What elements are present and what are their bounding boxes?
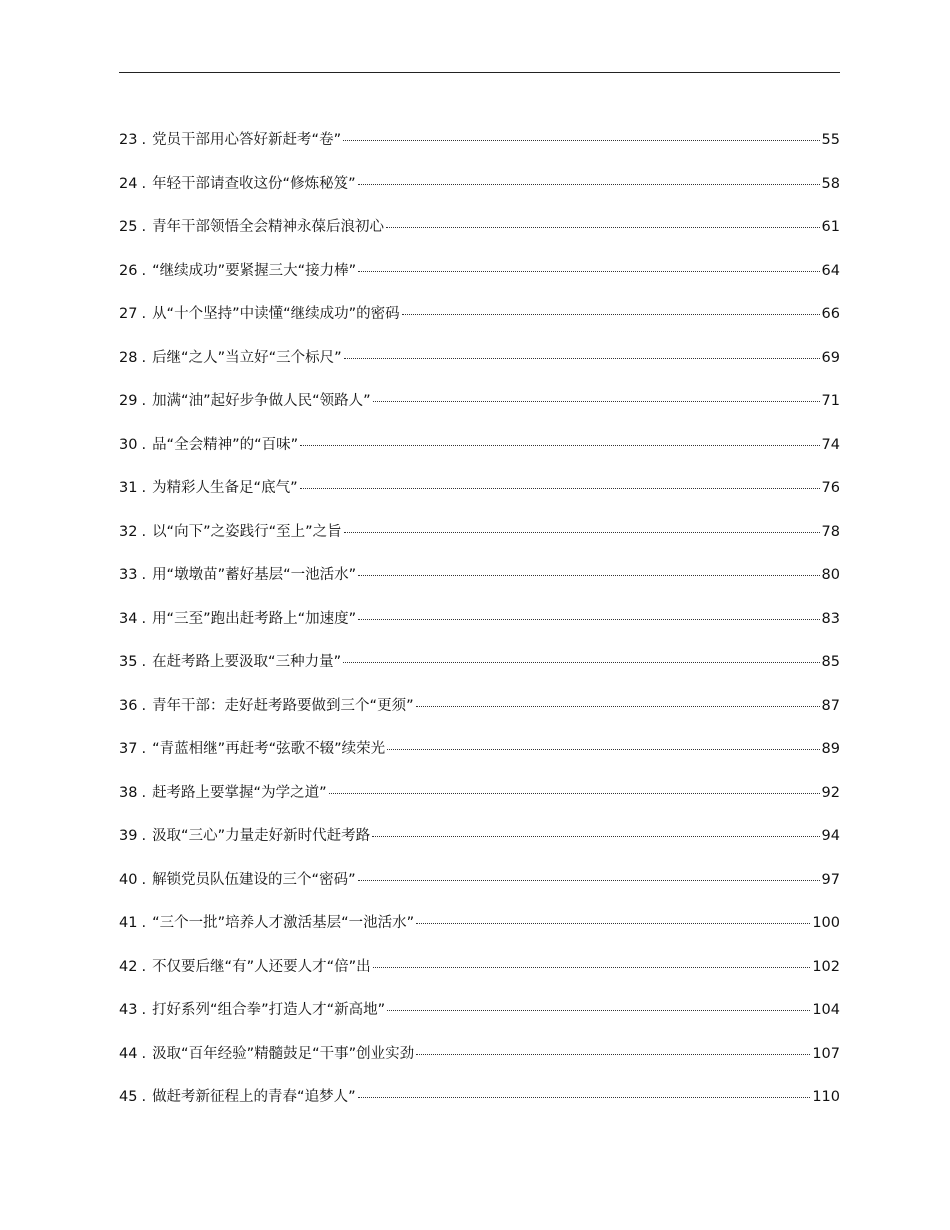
header-rule: [119, 72, 840, 73]
entry-number: 30: [119, 436, 138, 453]
entry-number: 34: [119, 610, 138, 627]
entry-title: “青蓝相继”再赶考“弦歌不辍”续荣光: [152, 741, 386, 757]
toc-entry[interactable]: [119, 685, 840, 729]
dot-leader: [386, 226, 819, 228]
dot-leader: [358, 183, 820, 185]
entry-page-number: 107: [812, 1045, 840, 1062]
entry-page-number: 76: [821, 480, 840, 496]
entry-number: 27: [119, 306, 138, 322]
entry-number: 24: [119, 175, 138, 192]
entry-number: 42: [119, 958, 138, 975]
entry-title: “三个一批”培养人才激活基层“一池活水”: [152, 915, 415, 931]
entry-separator: .: [141, 523, 147, 540]
entry-number: 35: [119, 654, 138, 670]
toc-entry[interactable]: [119, 467, 840, 511]
entry-number: 25: [119, 219, 138, 235]
table-of-contents: [119, 119, 840, 1120]
toc-entry[interactable]: [119, 424, 840, 468]
entry-page-number: 100: [812, 915, 840, 931]
entry-separator: .: [141, 958, 147, 975]
dot-leader: [343, 139, 819, 141]
entry-page-number: 83: [821, 610, 840, 627]
entry-title: 赶考路上要掌握“为学之道”: [152, 784, 327, 801]
toc-entry[interactable]: [119, 250, 840, 294]
entry-page-number: 97: [821, 871, 840, 888]
entry-separator: .: [141, 1002, 147, 1018]
dot-leader: [344, 357, 820, 359]
entry-separator: .: [141, 393, 147, 409]
dot-leader: [387, 1009, 810, 1011]
entry-number: 43: [119, 1002, 138, 1018]
entry-title: 加满“油”起好步争做人民“领路人”: [152, 393, 371, 409]
entry-title: 党员干部用心答好新赶考“卷”: [152, 132, 342, 148]
entry-title: 以“向下”之姿践行“至上”之旨: [152, 523, 342, 540]
entry-title: 为精彩人生备足“底气”: [152, 480, 298, 496]
entry-separator: .: [141, 1045, 147, 1062]
toc-entry[interactable]: [119, 641, 840, 685]
entry-title: 不仅要后继“有”人还要人才“倍”出: [152, 958, 371, 975]
entry-title: 在赶考路上要汲取“三种力量”: [152, 654, 342, 670]
entry-separator: .: [141, 219, 147, 235]
entry-page-number: 94: [821, 828, 840, 844]
entry-number: 45: [119, 1089, 138, 1105]
dot-leader: [416, 705, 820, 707]
entry-title: 打好系列“组合拳”打造人才“新高地”: [152, 1002, 386, 1018]
entry-separator: .: [141, 915, 147, 931]
entry-number: 44: [119, 1045, 138, 1062]
toc-entry[interactable]: [119, 1076, 840, 1120]
dot-leader: [300, 444, 819, 446]
entry-separator: .: [141, 828, 147, 844]
entry-title: 青年干部：走好赶考路要做到三个“更须”: [152, 697, 414, 714]
entry-title: 用“三至”跑出赶考路上“加速度”: [152, 610, 357, 627]
entry-page-number: 61: [821, 219, 840, 235]
dot-leader: [358, 574, 819, 576]
dot-leader: [358, 879, 820, 881]
toc-entry[interactable]: [119, 119, 840, 163]
entry-separator: .: [141, 567, 147, 583]
entry-title: 汲取“三心”力量走好新时代赶考路: [152, 828, 371, 844]
toc-entry[interactable]: [119, 946, 840, 990]
entry-separator: .: [141, 654, 147, 670]
dot-leader: [358, 618, 819, 620]
entry-title: 做赶考新征程上的青春“追梦人”: [152, 1089, 356, 1105]
entry-number: 31: [119, 480, 138, 496]
entry-number: 23: [119, 132, 138, 148]
entry-separator: .: [141, 784, 147, 801]
entry-separator: .: [141, 610, 147, 627]
entry-page-number: 104: [812, 1002, 840, 1018]
entry-separator: .: [141, 436, 147, 453]
entry-number: 26: [119, 262, 138, 279]
entry-page-number: 110: [812, 1089, 840, 1105]
entry-page-number: 102: [812, 958, 840, 975]
entry-title: 从“十个坚持”中读懂“继续成功”的密码: [152, 306, 400, 322]
toc-entry[interactable]: [119, 206, 840, 250]
dot-leader: [373, 400, 820, 402]
entry-number: 38: [119, 784, 138, 801]
toc-entry[interactable]: [119, 380, 840, 424]
entry-number: 33: [119, 567, 138, 583]
entry-page-number: 87: [821, 697, 840, 714]
toc-entry[interactable]: [119, 598, 840, 642]
dot-leader: [344, 531, 820, 533]
dot-leader: [387, 748, 819, 750]
toc-entry[interactable]: [119, 815, 840, 859]
toc-entry[interactable]: [119, 989, 840, 1033]
entry-number: 41: [119, 915, 138, 931]
toc-entry[interactable]: [119, 337, 840, 381]
dot-leader: [329, 792, 820, 794]
dot-leader: [372, 835, 819, 837]
entry-title: 品“全会精神”的“百味”: [152, 436, 299, 453]
entry-page-number: 78: [821, 523, 840, 540]
entry-number: 29: [119, 393, 138, 409]
entry-title: 年轻干部请查收这份“修炼秘笈”: [152, 175, 356, 192]
entry-page-number: 58: [821, 175, 840, 192]
entry-separator: .: [141, 132, 147, 148]
entry-number: 40: [119, 871, 138, 888]
dot-leader: [416, 1053, 810, 1055]
toc-entry[interactable]: [119, 554, 840, 598]
toc-entry[interactable]: [119, 511, 840, 555]
entry-page-number: 66: [821, 306, 840, 322]
entry-page-number: 89: [821, 741, 840, 757]
toc-entry[interactable]: [119, 1033, 840, 1077]
entry-page-number: 92: [821, 784, 840, 801]
entry-separator: .: [141, 349, 147, 366]
dot-leader: [358, 1096, 811, 1098]
entry-number: 28: [119, 349, 138, 366]
toc-entry[interactable]: [119, 772, 840, 816]
entry-title: 青年干部领悟全会精神永葆后浪初心: [152, 219, 385, 235]
toc-entry[interactable]: [119, 163, 840, 207]
entry-separator: .: [141, 1089, 147, 1105]
toc-entry[interactable]: [119, 728, 840, 772]
entry-page-number: 69: [821, 349, 840, 366]
entry-page-number: 71: [821, 393, 840, 409]
entry-separator: .: [141, 262, 147, 279]
dot-leader: [343, 661, 819, 663]
entry-title: 解锁党员队伍建设的三个“密码”: [152, 871, 356, 888]
dot-leader: [402, 313, 820, 315]
entry-page-number: 80: [821, 567, 840, 583]
entry-title: 用“墩墩苗”蓄好基层“一池活水”: [152, 567, 357, 583]
entry-separator: .: [141, 306, 147, 322]
entry-page-number: 64: [821, 262, 840, 279]
toc-entry[interactable]: [119, 293, 840, 337]
entry-separator: .: [141, 741, 147, 757]
entry-number: 32: [119, 523, 138, 540]
entry-number: 39: [119, 828, 138, 844]
entry-separator: .: [141, 697, 147, 714]
toc-entry[interactable]: [119, 859, 840, 903]
entry-title: “继续成功”要紧握三大“接力棒”: [152, 262, 357, 279]
entry-separator: .: [141, 871, 147, 888]
entry-number: 36: [119, 697, 138, 714]
entry-separator: .: [141, 480, 147, 496]
dot-leader: [300, 487, 820, 489]
toc-entry[interactable]: [119, 902, 840, 946]
entry-separator: .: [141, 175, 147, 192]
entry-title: 后继“之人”当立好“三个标尺”: [152, 349, 342, 366]
dot-leader: [358, 270, 819, 272]
dot-leader: [373, 966, 811, 968]
entry-page-number: 74: [821, 436, 840, 453]
entry-title: 汲取“百年经验”精髓鼓足“干事”创业实劲: [152, 1045, 415, 1062]
entry-page-number: 55: [821, 132, 840, 148]
entry-number: 37: [119, 741, 138, 757]
dot-leader: [416, 922, 810, 924]
entry-page-number: 85: [821, 654, 840, 670]
